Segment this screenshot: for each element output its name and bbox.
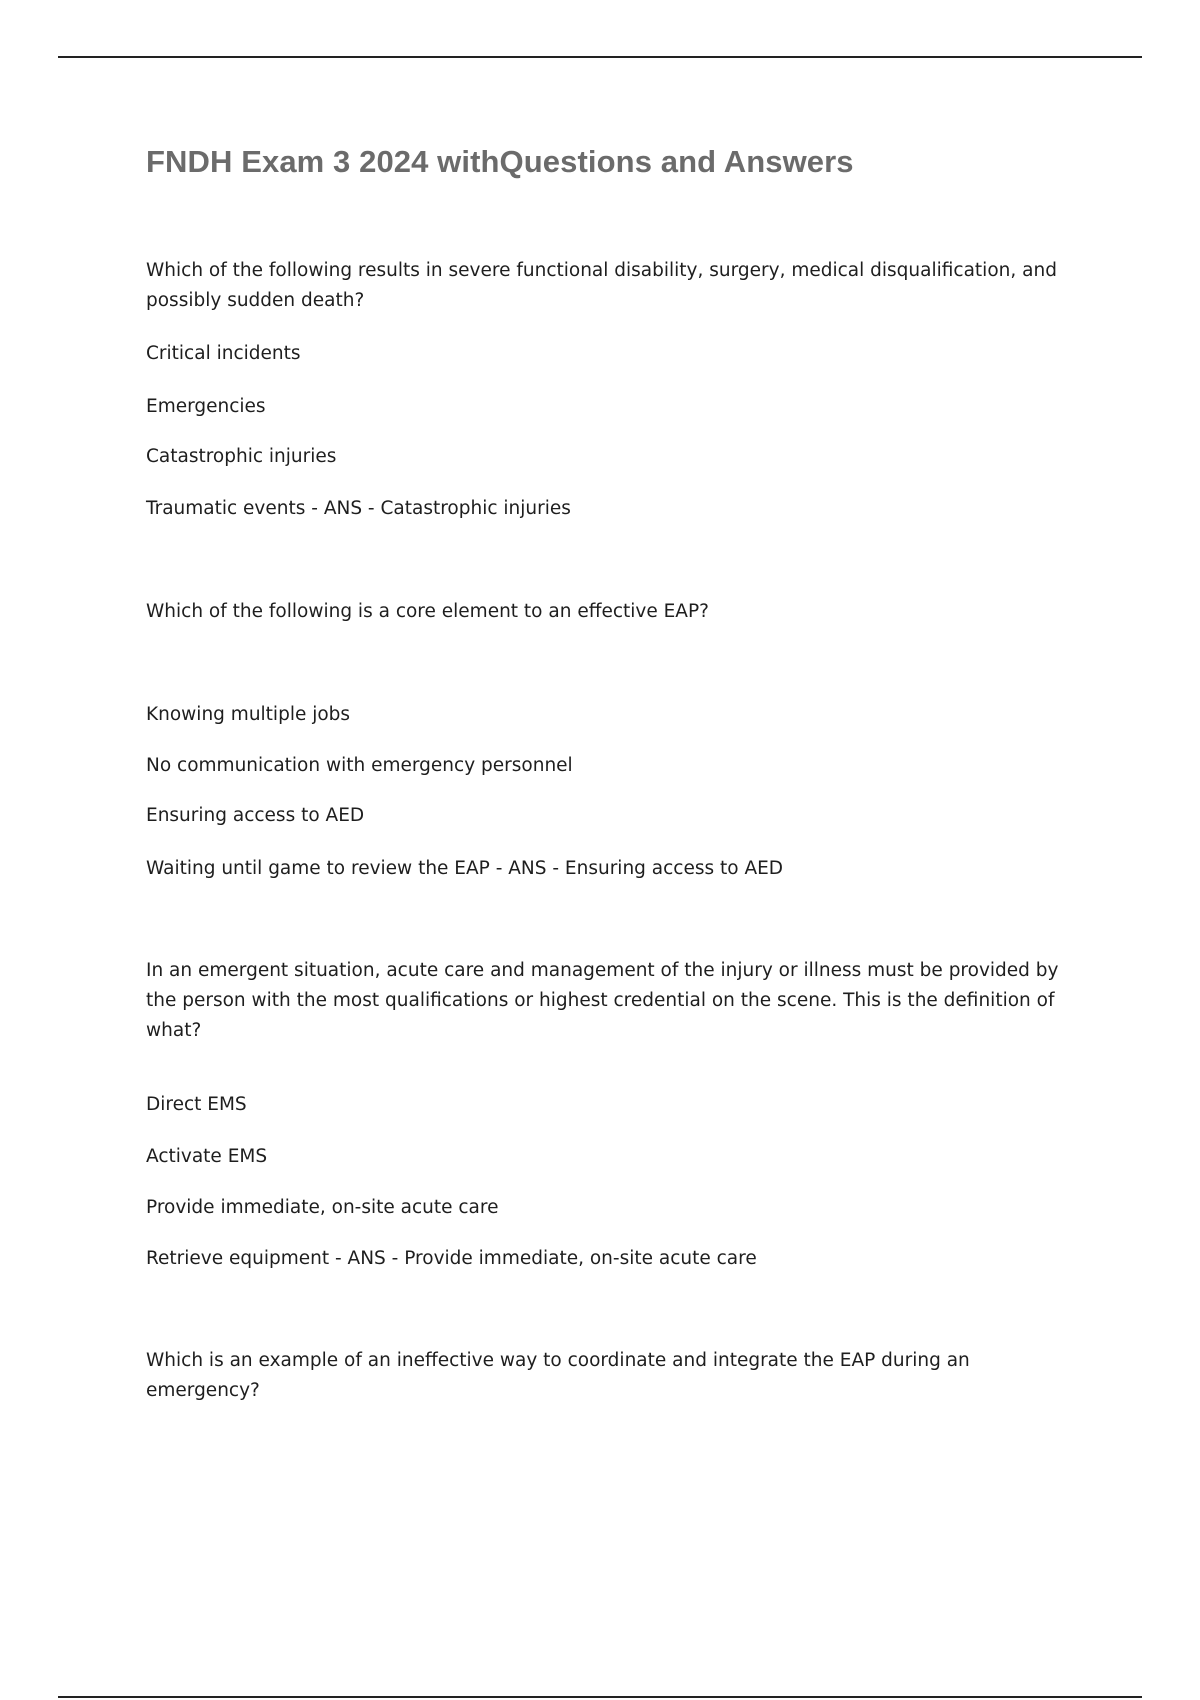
document-title: FNDH Exam 3 2024 withQuestions and Answers [146, 144, 854, 179]
question-3-option-1: Direct EMS [146, 1094, 247, 1115]
top-rule [58, 56, 1142, 58]
question-2-option-4-answer: Waiting until game to review the EAP - ANS - Ensuring access to AED [146, 858, 784, 879]
question-3-option-2: Activate EMS [146, 1146, 268, 1167]
question-1-option-2: Emergencies [146, 396, 266, 417]
question-1-option-1: Critical incidents [146, 343, 301, 364]
question-3-option-4-answer: Retrieve equipment - ANS - Provide immediate, on-site acute care [146, 1248, 757, 1269]
question-2-option-2: No communication with emergency personnel [146, 755, 573, 776]
bottom-rule [58, 1696, 1142, 1698]
question-1-prompt: Which of the following results in severe functional disability, surgery, medical disqualification, and possibly sudden death? [146, 260, 1057, 311]
question-2-option-3: Ensuring access to AED [146, 805, 365, 826]
question-3-option-3: Provide immediate, on-site acute care [146, 1197, 499, 1218]
question-4-prompt: Which is an example of an ineffective way to coordinate and integrate the EAP during an emergency? [146, 1350, 970, 1401]
question-2-option-1: Knowing multiple jobs [146, 704, 351, 725]
question-3-prompt: In an emergent situation, acute care and management of the injury or illness must be provided by the person with the most qualifications or highest credential on the scene. This is the definition of what? [146, 960, 1059, 1041]
question-2-prompt: Which of the following is a core element to an effective EAP? [146, 601, 709, 622]
question-1-option-4-answer: Traumatic events - ANS - Catastrophic injuries [146, 498, 571, 519]
question-1-option-3: Catastrophic injuries [146, 446, 337, 467]
